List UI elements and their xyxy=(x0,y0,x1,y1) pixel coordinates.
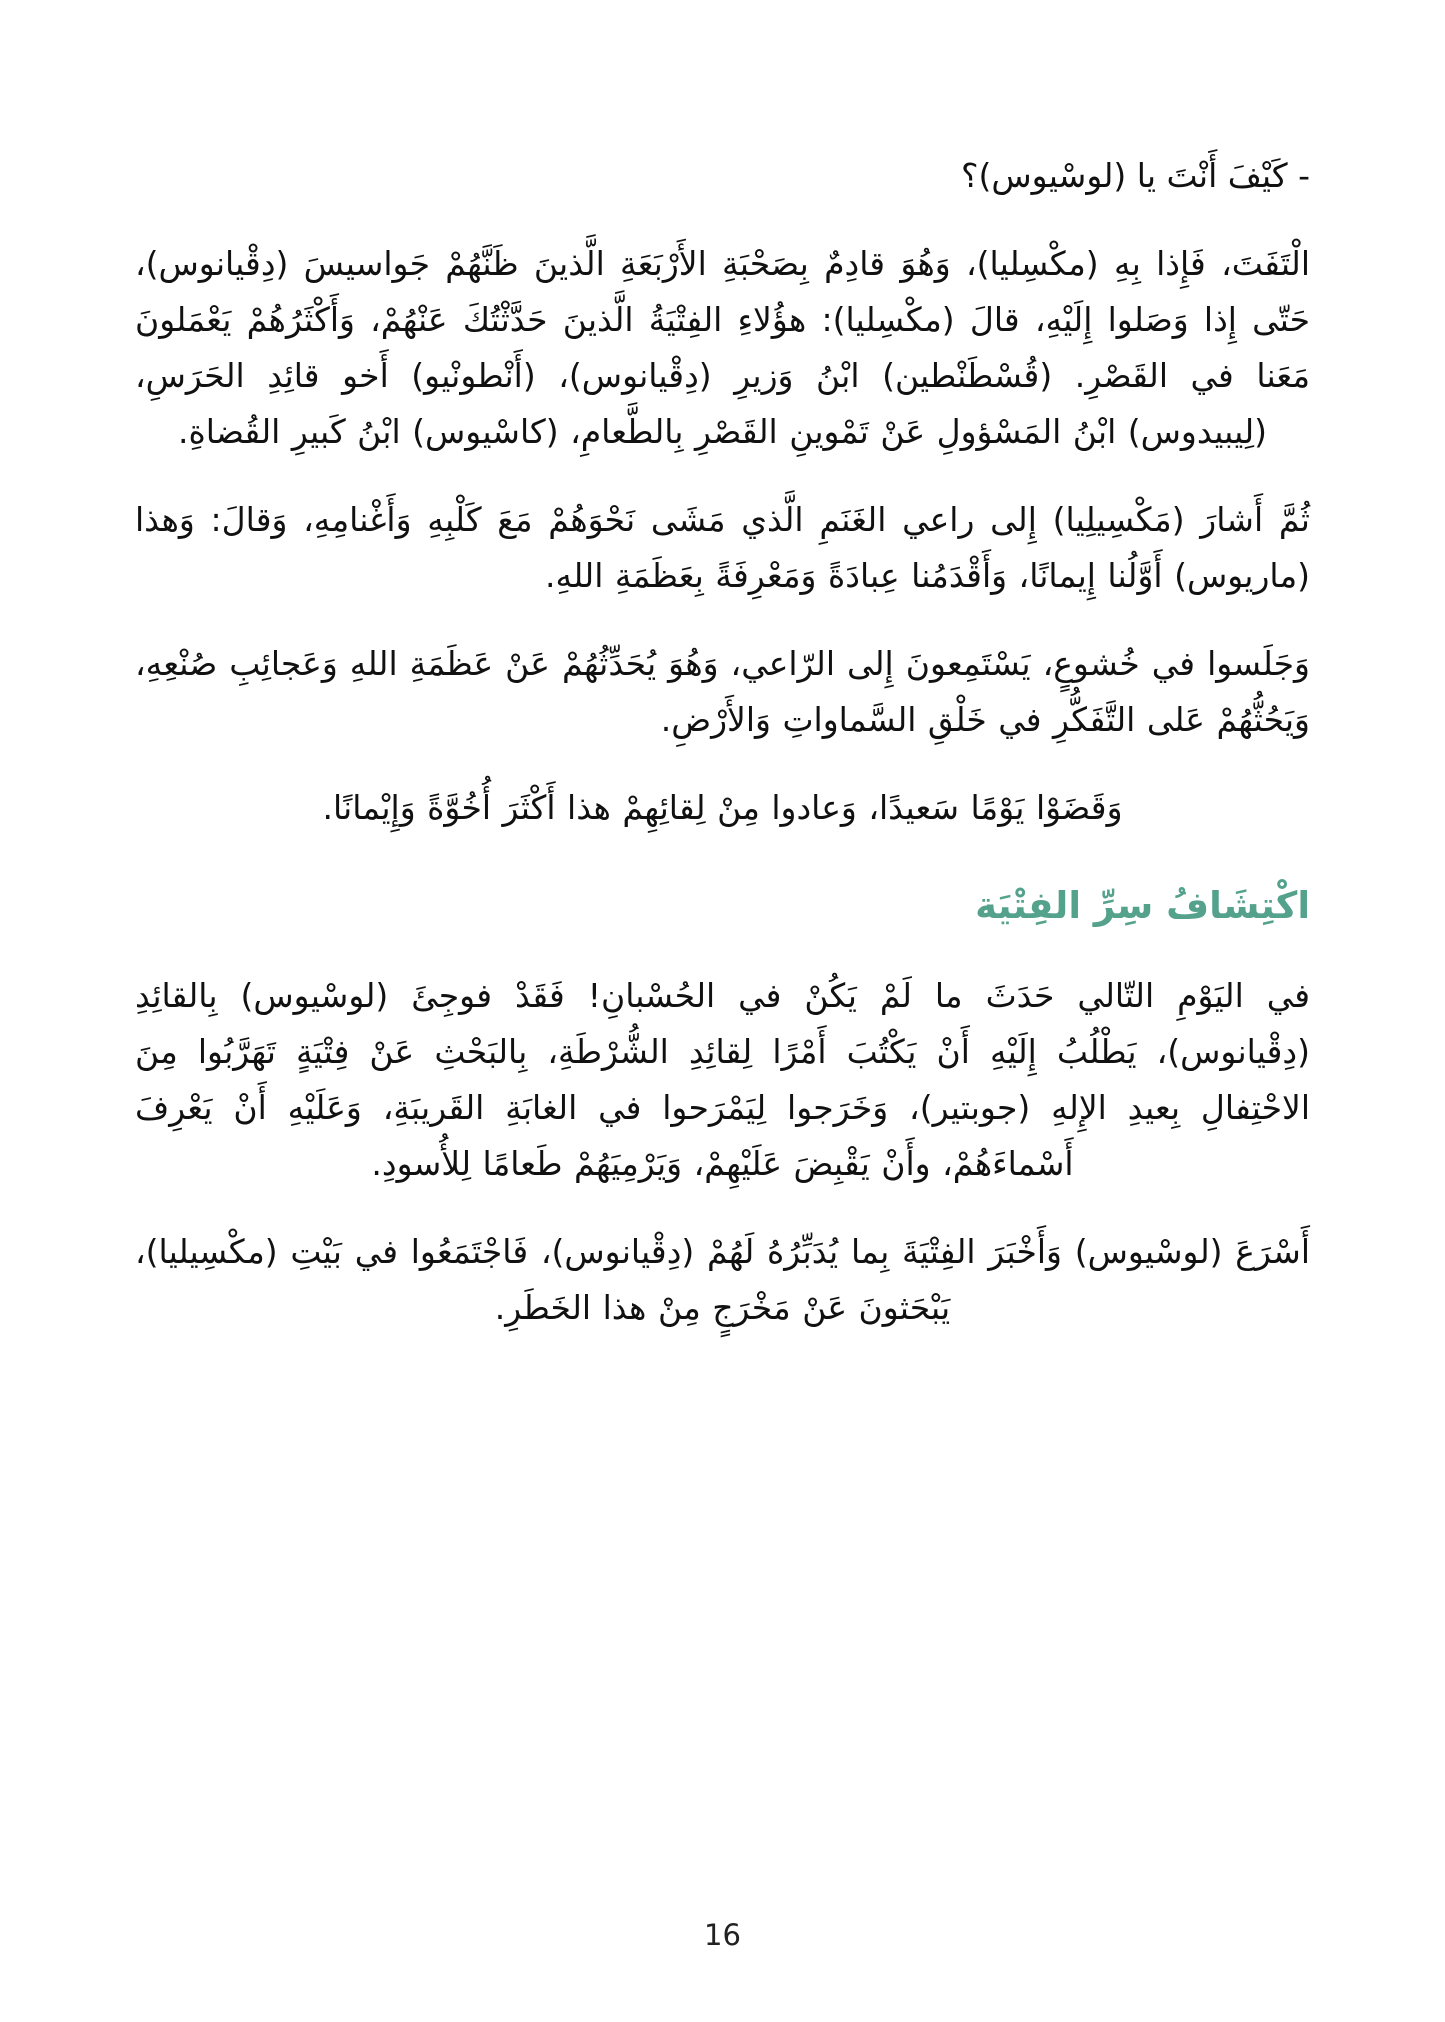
paragraph: الْتَفَتَ، فَإِذا بِهِ (مكْسِليا)، وَهُوَ قادِمٌ بِصَحْبَةِ الأَرْبَعَةِ الَّذينَ ظَنَّهُمْ جَواسيسَ (دِقْيانوس)، حَتّى إِذا وَصَلوا إِلَيْهِ، قالَ (مكْسِليا): هؤُلاءِ الفِتْيَةُ الَّذينَ حَدَّثْتُكَ عَنْهُمْ، وَأَكْثَرُهُمْ يَعْمَلونَ مَعَنا في القَصْرِ. (قُسْطَنْطين) ابْنُ وَزيرِ (دِقْيانوس)، (أَنْطونْيو) أَخو قائِدِ الحَرَسِ، (لِيبيدوس) ابْنُ المَسْؤولِ عَنْ تَمْوينِ القَصْرِ بِالطَّعامِ، (كاسْيوس) ابْنُ كَبيرِ القُضاةِ. xyxy=(135,244,1310,451)
paragraph: ثُمَّ أَشارَ (مَكْسِيلِيا) إِلى راعي الغَنَمِ الَّذي مَشَى نَحْوَهُمْ مَعَ كَلْبِهِ وَأَغْنامِهِ، وَقالَ: وَهذا (ماريوس) أَوَّلُنا إِيمانًا، وَأَقْدَمُنا عِبادَةً وَمَعْرِفَةً بِعَظَمَةِ اللهِ. xyxy=(135,500,1310,595)
paragraph: أَسْرَعَ (لوسْيوس) وَأَخْبَرَ الفِتْيَةَ بِما يُدَبِّرُهُ لَهُمْ (دِقْيانوس)، فَاجْتَمَعُوا في بَيْتِ (مكْسِيليا)، يَبْحَثونَ عَنْ مَخْرَجٍ مِنْ هذا الخَطَرِ. xyxy=(135,1232,1310,1327)
paragraph: في اليَوْمِ التّالي حَدَثَ ما لَمْ يَكُنْ في الحُسْبانِ! فَقَدْ فوجِئَ (لوسْيوس) بِالقائِدِ (دِقْيانوس)، يَطْلُبُ إِلَيْهِ أَنْ يَكْتُبَ أَمْرًا لِقائِدِ الشُّرْطَةِ، بِالبَحْثِ عَنْ فِتْيَةٍ تَهَرَّبُوا مِنَ الاحْتِفالِ بِعيدِ الإِلهِ (جوبتير)، وَخَرَجوا لِيَمْرَحوا في الغابَةِ القَريبَةِ، وَعَلَيْهِ أَنْ يَعْرِفَ أَسْماءَهُمْ، وأَنْ يَقْبِضَ عَلَيْهِمْ، وَيَرْمِيَهُمْ طَعامًا لِلأُسودِ. xyxy=(135,976,1310,1183)
section-heading: اكْتِشَافُ سِرِّ الفِتْيَة xyxy=(975,884,1310,927)
page-number: 16 xyxy=(704,1918,741,1952)
paragraph: وَقَضَوْا يَوْمًا سَعيدًا، وَعادوا مِنْ لِقائِهِمْ هذا أَكْثَرَ أُخُوَّةً وَإِيْمانًا. xyxy=(322,788,1123,827)
paragraph: وَجَلَسوا في خُشوعٍ، يَسْتَمِعونَ إِلى الرّاعي، وَهُوَ يُحَدِّثُهُمْ عَنْ عَظَمَةِ اللهِ وَعَجائِبِ صُنْعِهِ، وَيَحُثُّهُمْ عَلى التَّفَكُّرِ في خَلْقِ السَّماواتِ وَالأَرْضِ. xyxy=(135,644,1310,739)
dialogue-line: - كَيْفَ أَنْتَ يا (لوسْيوس)؟ xyxy=(961,156,1310,195)
page-content xyxy=(135,148,1310,1368)
